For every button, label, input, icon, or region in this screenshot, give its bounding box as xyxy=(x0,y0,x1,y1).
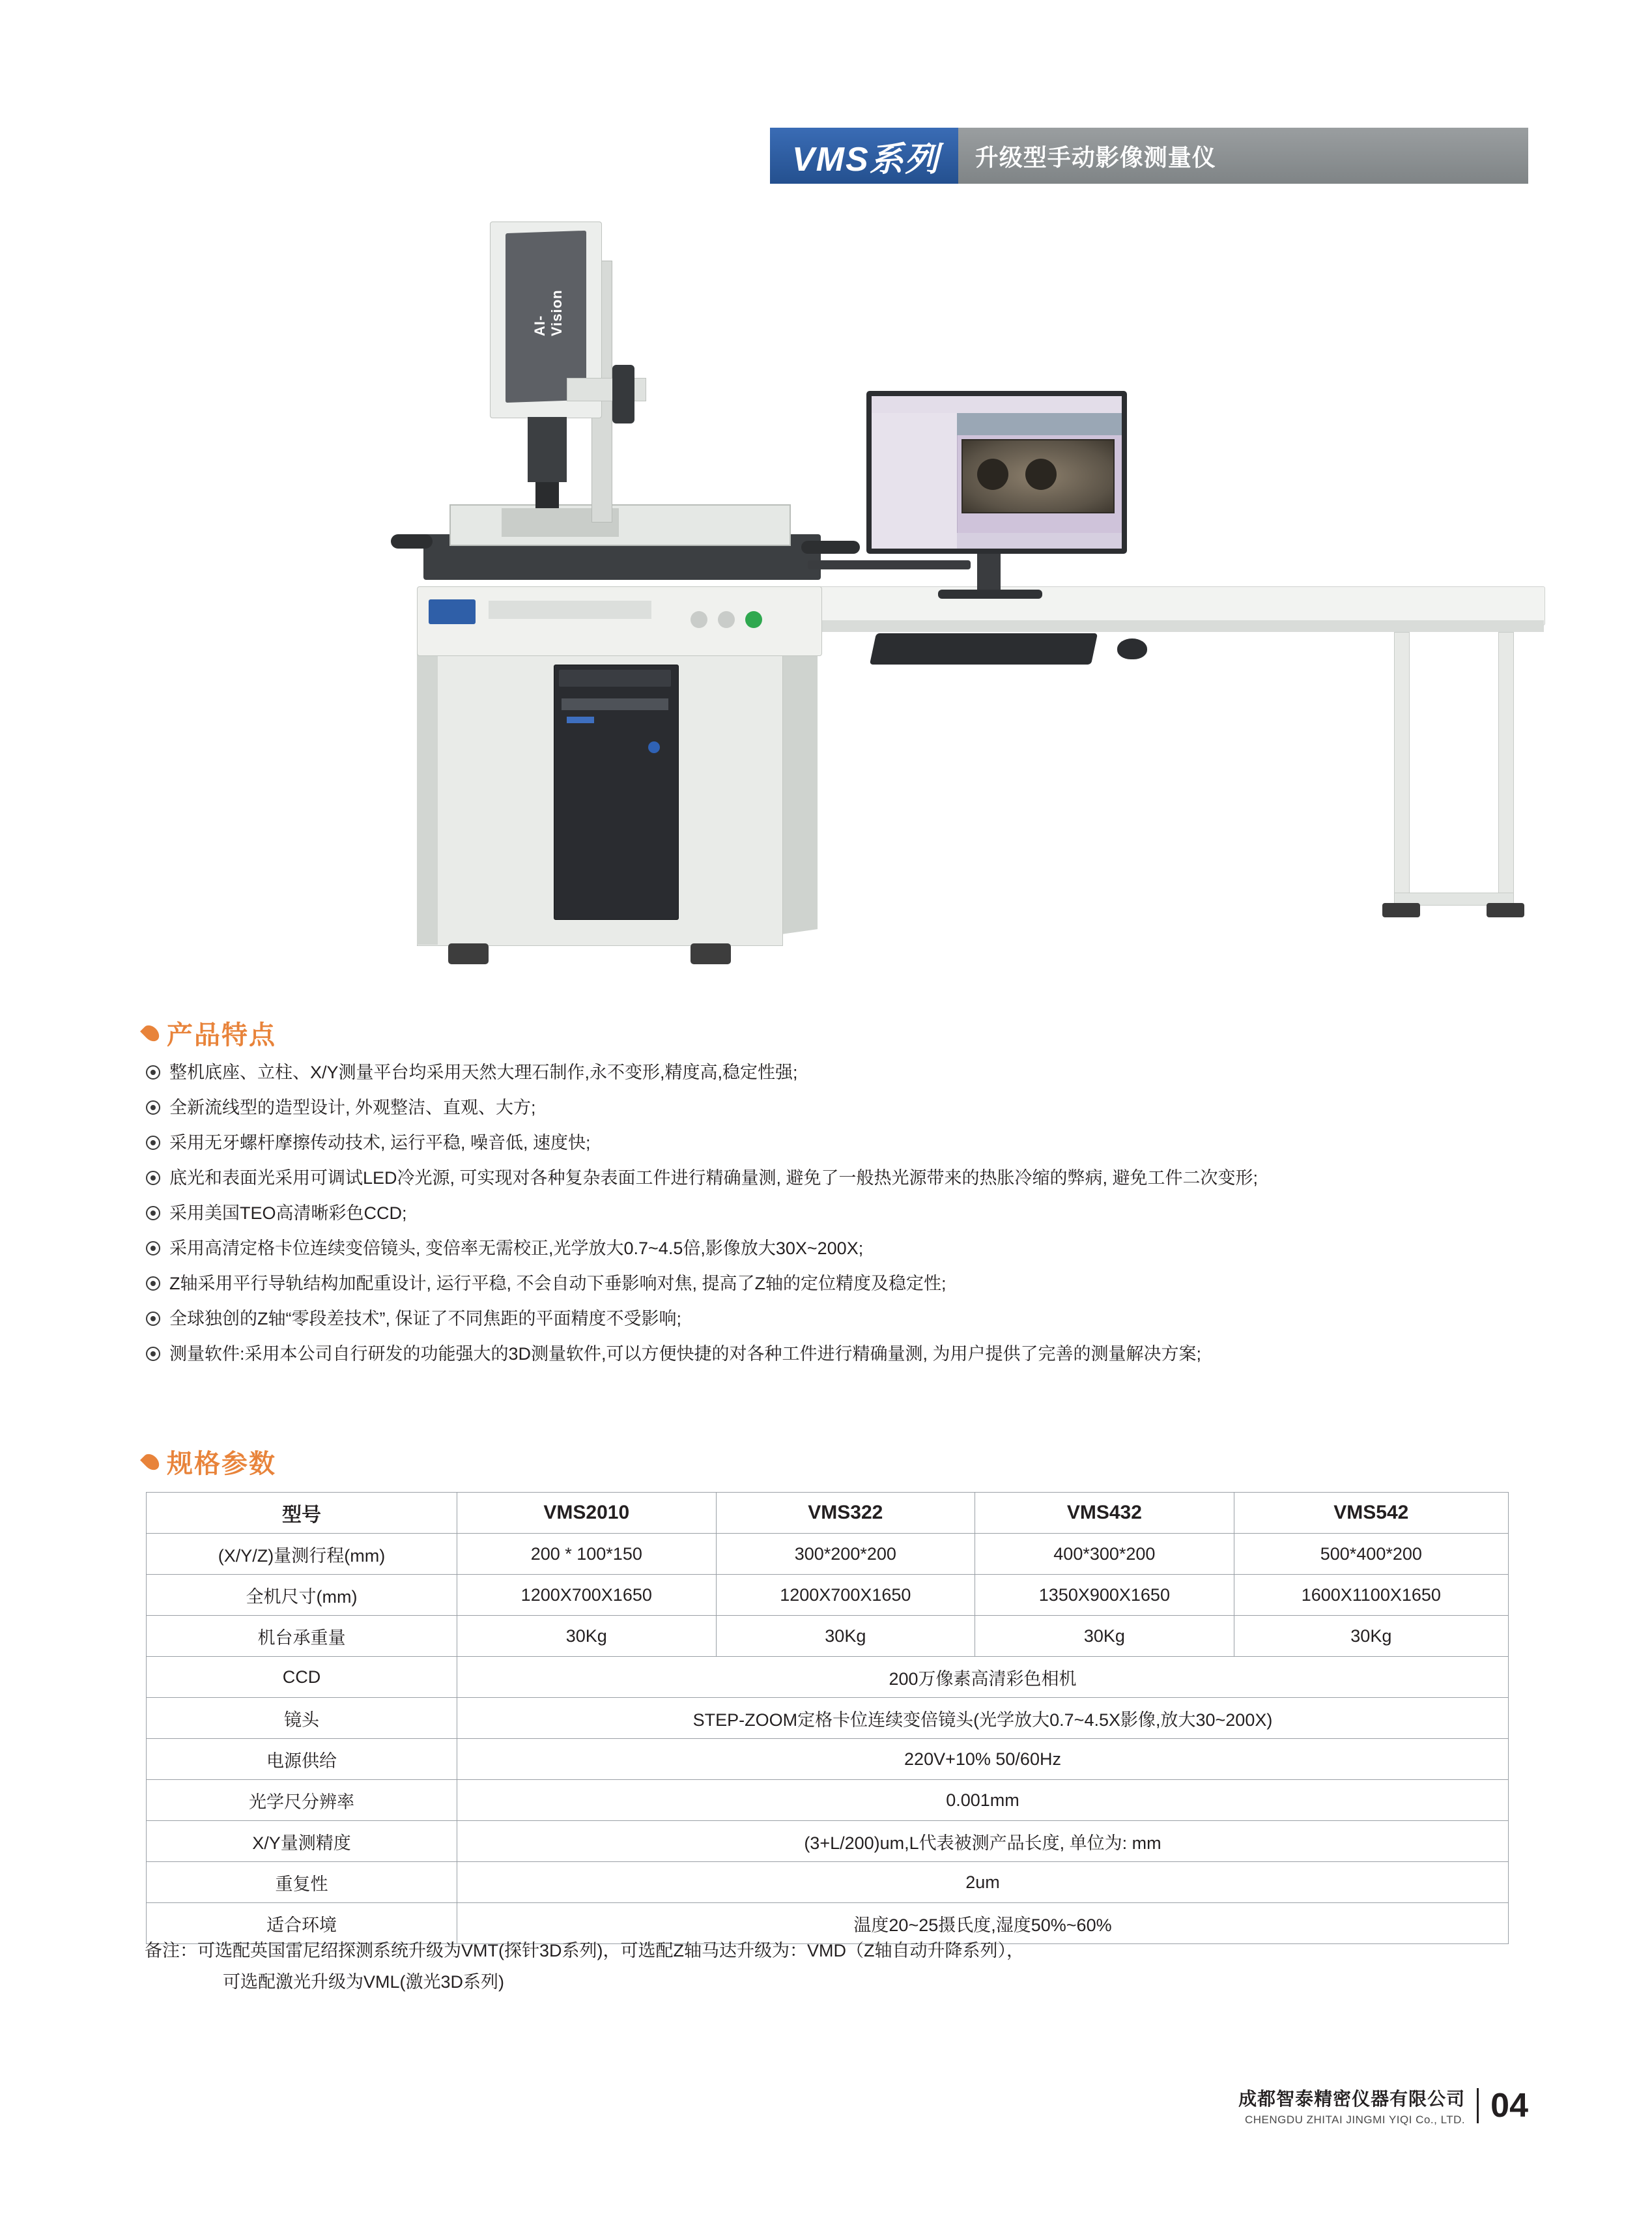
feature-text: 采用高清定格卡位连续变倍镜头, 变倍率无需校正,光学放大0.7~4.5倍,影像放大30X~200X; xyxy=(169,1239,864,1258)
machine-cabinet-side xyxy=(782,623,818,934)
monitor-base xyxy=(938,590,1042,599)
table-cell: (3+L/200)um,L代表被测产品长度, 单位为: mm xyxy=(457,1821,1509,1862)
control-knob-2 xyxy=(718,611,735,628)
z-axis-focus-knob xyxy=(612,365,634,423)
machine-cabinet-edge xyxy=(417,652,438,945)
table-cell: STEP-ZOOM定格卡位连续变倍镜头(光学放大0.7~4.5X影像,放大30~200X) xyxy=(457,1698,1509,1739)
feature-text: 采用美国TEO高清晰彩色CCD; xyxy=(169,1203,407,1223)
bullet-icon xyxy=(146,1171,160,1185)
computer-tower-top-panel xyxy=(559,670,671,687)
banner-series-label: VMS系列 xyxy=(770,128,958,184)
software-measurement-bar xyxy=(957,413,1122,435)
feature-text: 底光和表面光采用可调试LED冷光源, 可实现对各种复杂表面工件进行精确量测, 避免了一般热光源带来的热胀冷缩的弊病, 避免工件二次变形; xyxy=(169,1168,1259,1188)
page-footer xyxy=(1238,2085,1528,2127)
stage-handle-left xyxy=(391,534,433,549)
row-label: 全机尺寸(mm) xyxy=(147,1575,457,1616)
table-cell: 30Kg xyxy=(975,1616,1234,1657)
list-item xyxy=(146,1199,1527,1227)
company-name-en: CHENGDU ZHITAI JINGMI YIQI Co., LTD. xyxy=(1244,2114,1466,2126)
company-name-cn: 成都智泰精密仪器有限公司 xyxy=(1238,2089,1466,2109)
feature-text: 采用无牙螺杆摩擦传动技术, 运行平稳, 噪音低, 速度快; xyxy=(169,1133,591,1153)
table-cell: 1200X700X1650 xyxy=(716,1575,975,1616)
table-row xyxy=(147,1821,1509,1862)
xy-stage-glass xyxy=(449,504,791,546)
table-cell: 1350X900X1650 xyxy=(975,1575,1234,1616)
table-cell: 200万像素高清彩色相机 xyxy=(457,1657,1509,1698)
section-title-features xyxy=(145,1014,276,1052)
brand-stripe xyxy=(429,599,476,624)
table-header-cell: VMS542 xyxy=(1234,1493,1508,1534)
table-row xyxy=(147,1534,1509,1575)
desk-surface-shadow xyxy=(717,620,1544,632)
row-label: 光学尺分辨率 xyxy=(147,1780,457,1821)
computer-drive-bay xyxy=(562,698,668,710)
table-header-cell: VMS322 xyxy=(716,1493,975,1534)
feature-list xyxy=(146,1058,1527,1375)
keyboard xyxy=(870,633,1098,665)
product-photo xyxy=(352,195,1277,971)
table-header-row xyxy=(147,1493,1509,1534)
droplet-icon xyxy=(140,1451,162,1473)
workpiece-hole-right xyxy=(1025,459,1057,490)
table-row xyxy=(147,1657,1509,1698)
table-cell: 200 * 100*150 xyxy=(457,1534,717,1575)
row-label: CCD xyxy=(147,1657,457,1698)
bullet-icon xyxy=(146,1065,160,1080)
page-banner xyxy=(770,128,1528,184)
bullet-icon xyxy=(146,1136,160,1150)
monitor-stand xyxy=(977,554,1001,593)
droplet-icon xyxy=(140,1022,162,1044)
desk-surface xyxy=(717,586,1545,625)
table-header-cell: 型号 xyxy=(147,1493,457,1534)
row-label: (X/Y/Z)量测行程(mm) xyxy=(147,1534,457,1575)
power-indicator-icon xyxy=(745,611,762,628)
table-cell: 30Kg xyxy=(457,1616,717,1657)
note-line-2: 可选配激光升级为VML(激光3D系列) xyxy=(223,1972,505,1992)
desk-leg-right xyxy=(1498,632,1514,907)
desk-foot-left xyxy=(1382,903,1420,917)
table-cell: 500*400*200 xyxy=(1234,1534,1508,1575)
section-title-specs xyxy=(145,1443,276,1480)
monitor xyxy=(866,391,1127,554)
company-block xyxy=(1238,2085,1465,2127)
table-row xyxy=(147,1616,1509,1657)
machine-foot-left xyxy=(448,943,489,964)
list-item xyxy=(146,1093,1527,1122)
table-cell: 30Kg xyxy=(1234,1616,1508,1657)
list-item xyxy=(146,1164,1527,1192)
footer-divider xyxy=(1477,2088,1479,2123)
row-label: X/Y量测精度 xyxy=(147,1821,457,1862)
software-side-panel xyxy=(872,413,958,549)
control-panel-label xyxy=(489,601,651,619)
table-header-cell: VMS432 xyxy=(975,1493,1234,1534)
bullet-icon xyxy=(146,1100,160,1115)
table-row xyxy=(147,1698,1509,1739)
table-cell: 1200X700X1650 xyxy=(457,1575,717,1616)
bullet-icon xyxy=(146,1312,160,1326)
feature-text: 全新流线型的造型设计, 外观整洁、直观、大方; xyxy=(169,1098,536,1117)
table-row xyxy=(147,1780,1509,1821)
table-cell: 220V+10% 50/60Hz xyxy=(457,1739,1509,1780)
feature-text: 测量软件:采用本公司自行研发的功能强大的3D测量软件,可以方便快捷的对各种工件进行精确量测, 为用户提供了完善的测量解决方案; xyxy=(169,1344,1202,1364)
specification-table xyxy=(146,1492,1509,1944)
page-number: 04 xyxy=(1490,2087,1528,2125)
support-bar xyxy=(808,560,971,569)
table-cell: 1600X1100X1650 xyxy=(1234,1575,1508,1616)
software-live-image xyxy=(961,439,1114,513)
section-title-features-label: 产品特点 xyxy=(167,1021,276,1050)
bullet-icon xyxy=(146,1206,160,1220)
desk-leg-left xyxy=(1394,632,1410,907)
software-toolbar xyxy=(872,396,1122,414)
objective-lens xyxy=(535,482,559,508)
table-header-cell: VMS2010 xyxy=(457,1493,717,1534)
row-label: 镜头 xyxy=(147,1698,457,1739)
software-status-bar xyxy=(957,533,1122,549)
row-label: 电源供给 xyxy=(147,1739,457,1780)
table-cell: 2um xyxy=(457,1862,1509,1903)
mouse xyxy=(1117,638,1147,659)
row-label: 机台承重量 xyxy=(147,1616,457,1657)
table-note xyxy=(145,1935,1513,1998)
table-row xyxy=(147,1575,1509,1616)
stage-handle-right xyxy=(801,541,860,554)
row-label: 适合环境 xyxy=(147,1903,457,1944)
note-line-1: 备注：可选配英国雷尼绍探测系统升级为VMT(探针3D系列)，可选配Z轴马达升级为：VMD（Z轴自动升降系列）， xyxy=(145,1941,1024,1960)
power-button-icon xyxy=(648,741,660,753)
workpiece-hole-left xyxy=(977,459,1008,490)
feature-text: 全球独创的Z轴“零段差技术”, 保证了不同焦距的平面精度不受影响; xyxy=(169,1309,681,1328)
bullet-icon xyxy=(146,1241,160,1255)
list-item xyxy=(146,1340,1527,1368)
machine-brand-logo: AI-Vision xyxy=(532,289,565,336)
table-cell: 30Kg xyxy=(716,1616,975,1657)
zoom-lens-body xyxy=(528,417,567,482)
table-cell: 400*300*200 xyxy=(975,1534,1234,1575)
list-item xyxy=(146,1269,1527,1298)
list-item xyxy=(146,1128,1527,1157)
table-cell: 0.001mm xyxy=(457,1780,1509,1821)
bullet-icon xyxy=(146,1347,160,1361)
table-cell: 300*200*200 xyxy=(716,1534,975,1575)
section-title-specs-label: 规格参数 xyxy=(167,1450,276,1478)
machine-foot-right xyxy=(691,943,731,964)
feature-text: 整机底座、立柱、X/Y测量平台均采用天然大理石制作,永不变形,精度高,稳定性强; xyxy=(169,1063,798,1082)
feature-text: Z轴采用平行导轨结构加配重设计, 运行平稳, 不会自动下垂影响对焦, 提高了Z轴的定位精度及稳定性; xyxy=(169,1274,947,1293)
table-row xyxy=(147,1739,1509,1780)
table-row xyxy=(147,1862,1509,1903)
list-item xyxy=(146,1304,1527,1333)
table-cell: 温度20~25摄氏度,湿度50%~60% xyxy=(457,1903,1509,1944)
monitor-screen xyxy=(872,396,1122,549)
list-item xyxy=(146,1234,1527,1263)
list-item xyxy=(146,1058,1527,1087)
desk-foot-right xyxy=(1487,903,1524,917)
computer-led-strip xyxy=(567,717,594,723)
banner-subtitle-label: 升级型手动影像测量仪 xyxy=(958,128,1528,184)
control-knob-1 xyxy=(691,611,707,628)
row-label: 重复性 xyxy=(147,1862,457,1903)
bullet-icon xyxy=(146,1276,160,1291)
